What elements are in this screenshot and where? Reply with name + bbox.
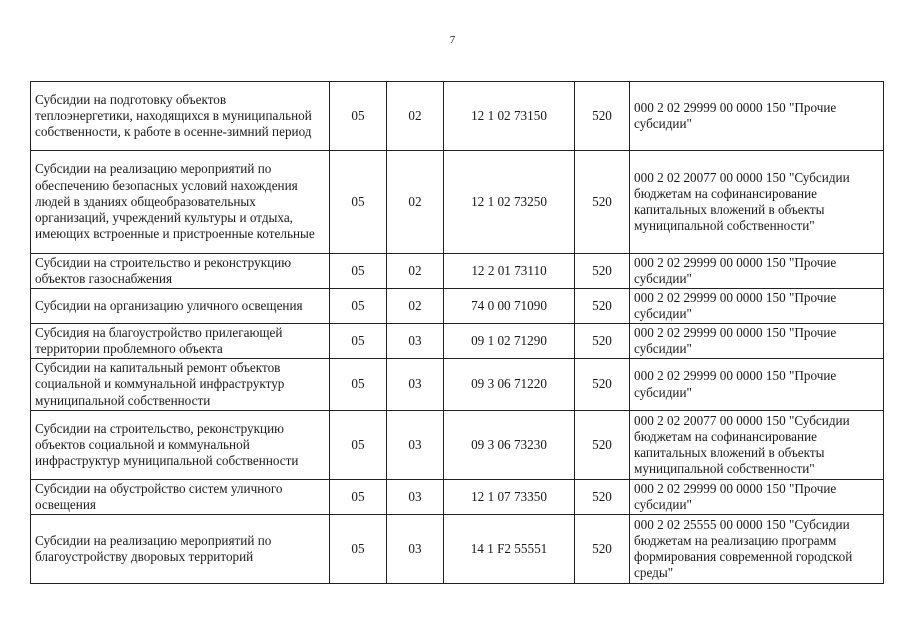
page-number: 7	[449, 34, 456, 46]
target-article-cell: 09 3 06 73230	[444, 411, 575, 480]
target-article-cell: 12 1 02 73250	[444, 151, 575, 254]
expense-type-cell: 520	[575, 82, 630, 151]
expense-type-cell: 520	[575, 480, 630, 515]
section-code-cell: 05	[330, 82, 387, 151]
income-code-cell: 000 2 02 29999 00 0000 150 "Прочие субсидии"	[630, 289, 884, 324]
subsection-code-cell: 03	[387, 515, 444, 584]
subsidy-name-cell: Субсидия на благоустройство прилегающей территории проблемного объекта	[31, 324, 330, 359]
subsidy-table	[30, 81, 884, 584]
target-article-cell: 09 1 02 71290	[444, 324, 575, 359]
subsidy-name-cell: Субсидии на реализацию мероприятий по благоустройству дворовых территорий	[31, 515, 330, 584]
table-row	[31, 359, 884, 411]
income-code-cell: 000 2 02 29999 00 0000 150 "Прочие субсидии"	[630, 254, 884, 289]
subsection-code-cell: 03	[387, 411, 444, 480]
table-row	[31, 82, 884, 151]
target-article-cell: 09 3 06 71220	[444, 359, 575, 411]
expense-type-cell: 520	[575, 289, 630, 324]
subsidy-name-cell: Субсидии на реализацию мероприятий по обеспечению безопасных условий нахождения людей в зданиях общеобразовательных организаций, учреждений культуры и отдыха, имеющих встроенные и пристроенные котельные	[31, 151, 330, 254]
income-code-cell: 000 2 02 20077 00 0000 150 "Субсидии бюджетам на софинансирование капитальных вложений в объекты муниципальной собственности"	[630, 411, 884, 480]
subsection-code-cell: 03	[387, 359, 444, 411]
table-row	[31, 480, 884, 515]
subsidy-name-cell: Субсидии на подготовку объектов теплоэнергетики, находящихся в муниципальной собственности, к работе в осенне-зимний период	[31, 82, 330, 151]
expense-type-cell: 520	[575, 151, 630, 254]
expense-type-cell: 520	[575, 411, 630, 480]
expense-type-cell: 520	[575, 324, 630, 359]
income-code-cell: 000 2 02 29999 00 0000 150 "Прочие субсидии"	[630, 359, 884, 411]
subsection-code-cell: 03	[387, 480, 444, 515]
subsection-code-cell: 02	[387, 289, 444, 324]
table-row	[31, 254, 884, 289]
table-row	[31, 515, 884, 584]
section-code-cell: 05	[330, 324, 387, 359]
section-code-cell: 05	[330, 359, 387, 411]
subsidy-name-cell: Субсидии на обустройство систем уличного освещения	[31, 480, 330, 515]
section-code-cell: 05	[330, 254, 387, 289]
subsection-code-cell: 02	[387, 151, 444, 254]
expense-type-cell: 520	[575, 515, 630, 584]
table-row	[31, 411, 884, 480]
income-code-cell: 000 2 02 25555 00 0000 150 "Субсидии бюджетам на реализацию программ формирования современной городской среды"	[630, 515, 884, 584]
expense-type-cell: 520	[575, 254, 630, 289]
section-code-cell: 05	[330, 480, 387, 515]
subsection-code-cell: 03	[387, 324, 444, 359]
table-row	[31, 324, 884, 359]
subsidy-name-cell: Субсидии на организацию уличного освещения	[31, 289, 330, 324]
subsection-code-cell: 02	[387, 82, 444, 151]
section-code-cell: 05	[330, 411, 387, 480]
expense-type-cell: 520	[575, 359, 630, 411]
section-code-cell: 05	[330, 515, 387, 584]
income-code-cell: 000 2 02 20077 00 0000 150 "Субсидии бюджетам на софинансирование капитальных вложений в объекты муниципальной собственности"	[630, 151, 884, 254]
income-code-cell: 000 2 02 29999 00 0000 150 "Прочие субсидии"	[630, 480, 884, 515]
target-article-cell: 14 1 F2 55551	[444, 515, 575, 584]
income-code-cell: 000 2 02 29999 00 0000 150 "Прочие субсидии"	[630, 82, 884, 151]
subsidy-name-cell: Субсидии на строительство и реконструкцию объектов газоснабжения	[31, 254, 330, 289]
target-article-cell: 74 0 00 71090	[444, 289, 575, 324]
income-code-cell: 000 2 02 29999 00 0000 150 "Прочие субсидии"	[630, 324, 884, 359]
target-article-cell: 12 1 02 73150	[444, 82, 575, 151]
section-code-cell: 05	[330, 289, 387, 324]
subsidy-name-cell: Субсидии на строительство, реконструкцию объектов социальной и коммунальной инфраструктур муниципальной собственности	[31, 411, 330, 480]
section-code-cell: 05	[330, 151, 387, 254]
target-article-cell: 12 1 07 73350	[444, 480, 575, 515]
subsection-code-cell: 02	[387, 254, 444, 289]
subsidy-name-cell: Субсидии на капитальный ремонт объектов социальной и коммунальной инфраструктур муниципальной собственности	[31, 359, 330, 411]
table-row	[31, 289, 884, 324]
target-article-cell: 12 2 01 73110	[444, 254, 575, 289]
table-row	[31, 151, 884, 254]
